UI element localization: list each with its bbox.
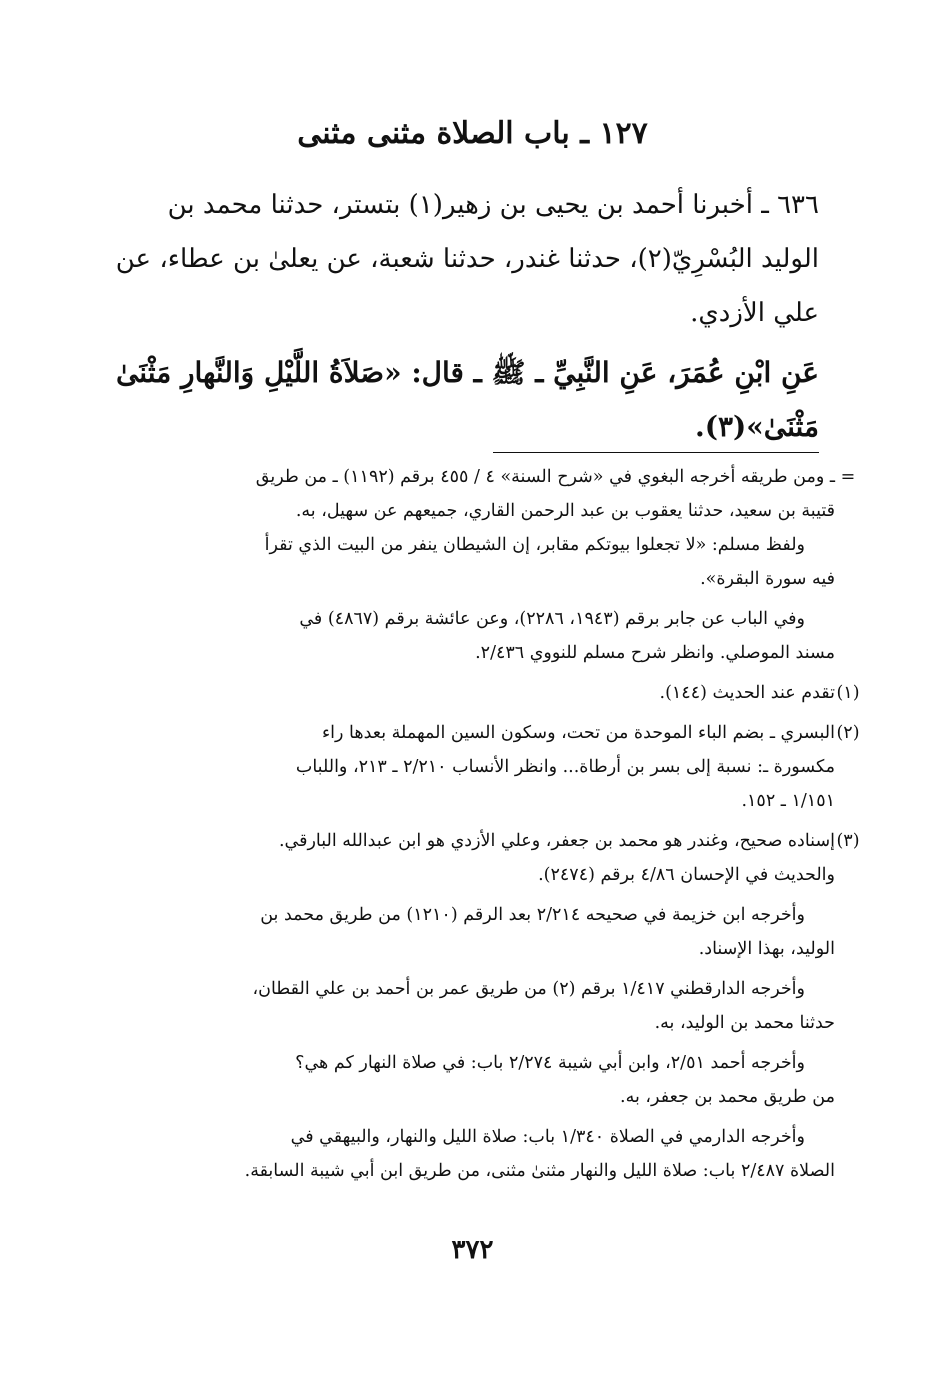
footnote-line: الصلاة ٢/٤٨٧ باب: صلاة الليل والنهار مثنىٰ مثنى، من طريق ابن أبي شيبة السابقة. [244, 1161, 835, 1181]
hadith-text-line: عَنِ ابْنِ عُمَرَ، عَنِ النَّبِيِّ ـ ﷺ ـ قال: «صَلاَةُ اللَّيْلِ وَالنَّهارِ مَثْنَىٰ [115, 356, 819, 389]
footnote-line: الوليد، بهذا الإسناد. [698, 939, 835, 959]
footnote-line: وفي الباب عن جابر برقم (١٩٤٣، ٢٢٨٦)، وعن عائشة برقم (٤٨٦٧) في [299, 609, 805, 629]
footnote-line: حدثنا محمد بن الوليد، به. [654, 1013, 835, 1033]
footnote-paragraph [115, 602, 835, 670]
footnote-line: فيه سورة البقرة». [700, 569, 835, 589]
footnote-line: وأخرجه أحمد ٢/٥١، وابن أبي شيبة ٢/٢٧٤ باب: في صلاة النهار كم هي؟ [295, 1053, 805, 1073]
footnote-paragraph [115, 898, 835, 966]
footnote-line: وأخرجه الدارقطني ١/٤١٧ برقم (٢) من طريق عمر بن أحمد بن علي القطان، [252, 979, 805, 999]
footnote-paragraph [115, 972, 835, 1040]
footnote-line: قتيبة بن سعيد، حدثنا يعقوب بن عبد الرحمن القاري، جميعهم عن سهيل، به. [295, 501, 835, 521]
hadith-chain-line: علي الأزدي. [690, 298, 819, 328]
footnote-separator [493, 452, 819, 453]
hadith-text-line: مَثْنَىٰ»(٣). [694, 410, 819, 443]
hadith-text [107, 346, 819, 454]
chapter-title: ١٢٧ ـ باب الصلاة مثنى مثنى [297, 116, 648, 151]
footnote-marker: (٣) [836, 831, 860, 851]
hadith-chain [107, 178, 819, 340]
footnote-paragraph [115, 1046, 835, 1114]
footnotes [115, 460, 860, 1194]
footnote-1 [115, 676, 860, 710]
footnote-line: تقدم عند الحديث (١٤٤). [659, 683, 835, 703]
footnote-line: ولفظ مسلم: «لا تجعلوا بيوتكم مقابر، إن الشيطان ينفر من البيت الذي تقرأ [264, 535, 805, 555]
footnote-2 [115, 716, 860, 818]
footnote-3 [115, 824, 860, 892]
hadith-chain-line: الوليد البُسْرِيّ(٢)، حدثنا غندر، حدثنا شعبة، عن يعلىٰ بن عطاء، عن [115, 244, 819, 274]
footnote-line: ـ ومن طريقه أخرجه البغوي في «شرح السنة» ٤ / ٤٥٥ برقم (١١٩٢) ـ من طريق [255, 467, 835, 487]
footnote-line: إسناده صحيح، وغندر هو محمد بن جعفر، وعلي الأزدي هو ابن عبدالله البارقي. [278, 831, 835, 851]
footnote-line: وأخرجه ابن خزيمة في صحيحه ٢/٢١٤ بعد الرقم (١٢١٠) من طريق محمد بن [260, 905, 805, 925]
footnote-line: البسري ـ بضم الباء الموحدة من تحت، وسكون السين المهملة بعدها راء [321, 723, 835, 743]
footnote-line: والحديث في الإحسان ٤/٨٦ برقم (٢٤٧٤). [538, 865, 835, 885]
page-number: ٣٧٢ [451, 1235, 494, 1265]
footnote-line: من طريق محمد بن جعفر، به. [620, 1087, 835, 1107]
footnote-paragraph [115, 1120, 835, 1188]
footnote-marker: (١) [836, 683, 860, 703]
footnote-marker: = [840, 467, 856, 487]
footnote-line: ١/١٥١ ـ ١٥٢. [741, 791, 835, 811]
footnote-marker: (٢) [836, 723, 860, 743]
footnote-continuation [115, 460, 856, 596]
footnote-line: وأخرجه الدارمي في الصلاة ١/٣٤٠ باب: صلاة الليل والنهار، والبيهقي في [290, 1127, 805, 1147]
hadith-chain-line: ٦٣٦ ـ أخبرنا أحمد بن يحيى بن زهير(١) بتستر، حدثنا محمد بن [167, 190, 819, 220]
footnote-line: مسند الموصلي. وانظر شرح مسلم للنووي ٢/٤٣٦. [475, 643, 835, 663]
footnote-line: مكسورة ـ: نسبة إلى بسر بن أرطاة... وانظر الأنساب ٢/٢١٠ ـ ٢١٣، واللباب [295, 757, 835, 777]
